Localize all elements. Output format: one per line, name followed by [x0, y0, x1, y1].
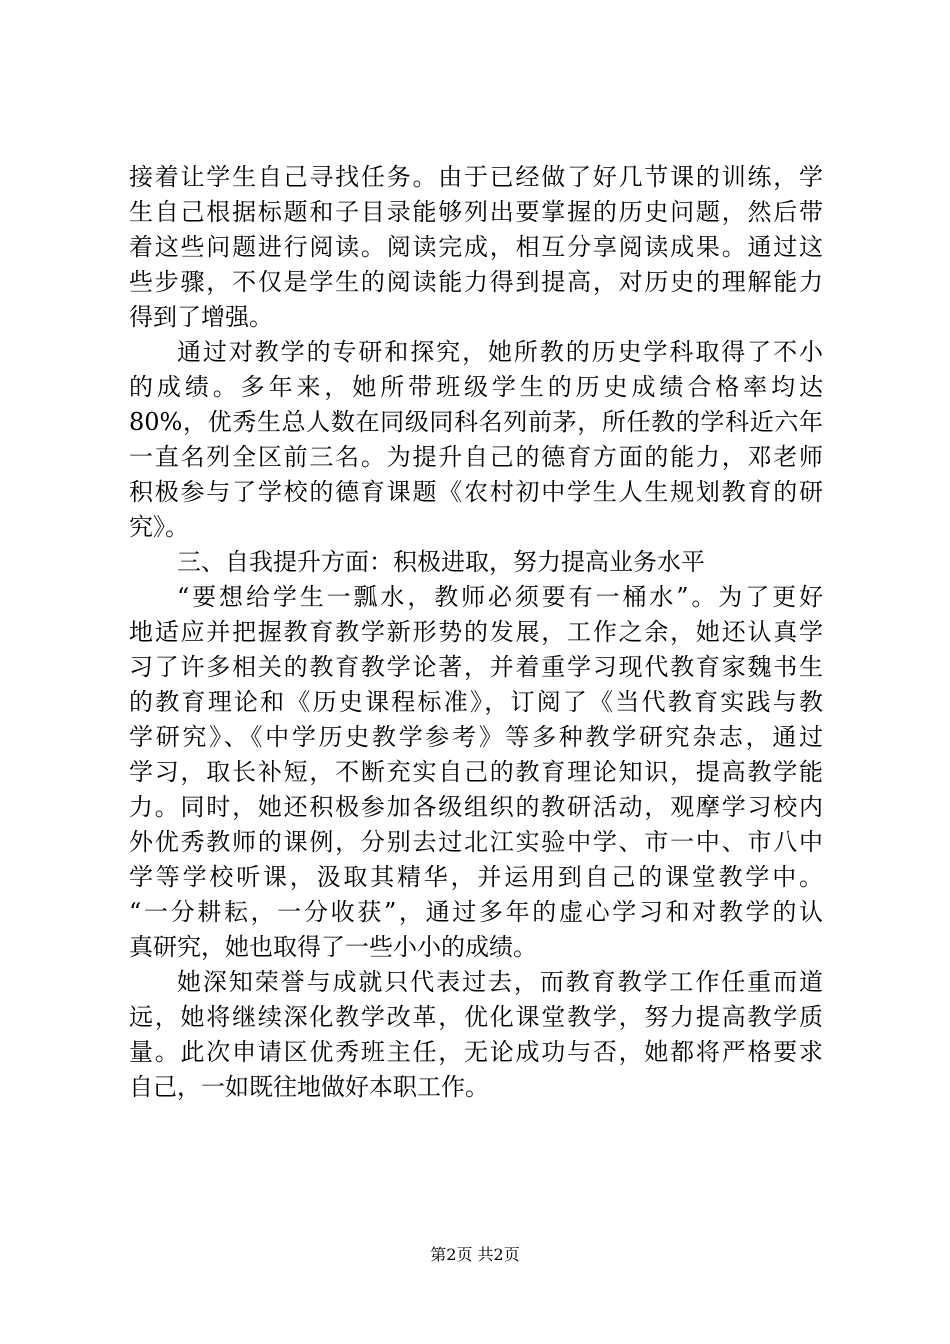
text-line: 生自己根据标题和子目录能够列出要掌握的历史问题，然后带 [129, 198, 823, 226]
text-line: 真研究，她也取得了一些小小的成绩。 [129, 933, 537, 961]
text-line: 些步骤，不仅是学生的阅读能力得到提高，对历史的理解能力 [129, 268, 823, 296]
text-line: 外优秀教师的课例，分别去过北江实验中学、市一中、市八中 [129, 828, 823, 856]
text-line: 学习，取长补短，不断充实自己的教育理论知识，提高教学能 [129, 758, 823, 786]
text-line: 一直名列全区前三名。为提升自己的德育方面的能力，邓老师 [129, 443, 823, 471]
paragraph-start-line: “要想给学生一瓢水，教师必须要有一桶水”。为了更好 [177, 583, 823, 611]
text-line: 量。此次申请区优秀班主任，无论成功与否，她都将严格要求 [129, 1038, 823, 1066]
section-heading: 三、自我提升方面：积极进取，努力提高业务水平 [177, 548, 705, 576]
text-line: 着这些问题进行阅读。阅读完成，相互分享阅读成果。通过这 [129, 233, 823, 261]
text-line: “一分耕耘，一分收获”，通过多年的虚心学习和对教学的认 [129, 898, 823, 926]
text-line: 接着让学生自己寻找任务。由于已经做了好几节课的训练，学 [129, 163, 823, 191]
text-line: 得到了增强。 [129, 303, 273, 331]
text-line: 的成绩。多年来，她所带班级学生的历史成绩合格率均达 [129, 373, 823, 401]
text-line: 积极参与了学校的德育课题《农村初中学生人生规划教育的研 [129, 478, 823, 506]
page-number-label: 第2页 共2页 [430, 1245, 520, 1264]
text-line: 的教育理论和《历史课程标准》，订阅了《当代教育实践与教 [129, 688, 823, 716]
text-line: 究》。 [129, 513, 189, 541]
text-line: 学研究》、《中学历史教学参考》等多种教学研究杂志，通过 [129, 723, 823, 751]
text-line: 力。同时，她还积极参加各级组织的教研活动，观摩学习校内 [129, 793, 823, 821]
text-line: 80%，优秀生总人数在同级同科名列前茅，所任教的学科近六年 [129, 408, 823, 436]
paragraph-start-line: 她深知荣誉与成就只代表过去，而教育教学工作任重而道 [177, 968, 823, 996]
paragraph-start-line: 通过对教学的专研和探究，她所教的历史学科取得了不小 [177, 338, 823, 366]
page-footer [0, 1244, 950, 1266]
text-line: 自己，一如既往地做好本职工作。 [129, 1073, 489, 1101]
text-line: 地适应并把握教育教学新形势的发展，工作之余，她还认真学 [129, 618, 823, 646]
text-line: 学等学校听课，汲取其精华，并运用到自己的课堂教学中。 [129, 863, 823, 891]
text-line: 习了许多相关的教育教学论著，并着重学习现代教育家魏书生 [129, 653, 823, 681]
text-line: 远，她将继续深化教学改革，优化课堂教学，努力提高教学质 [129, 1003, 823, 1031]
document-body [129, 160, 823, 1105]
